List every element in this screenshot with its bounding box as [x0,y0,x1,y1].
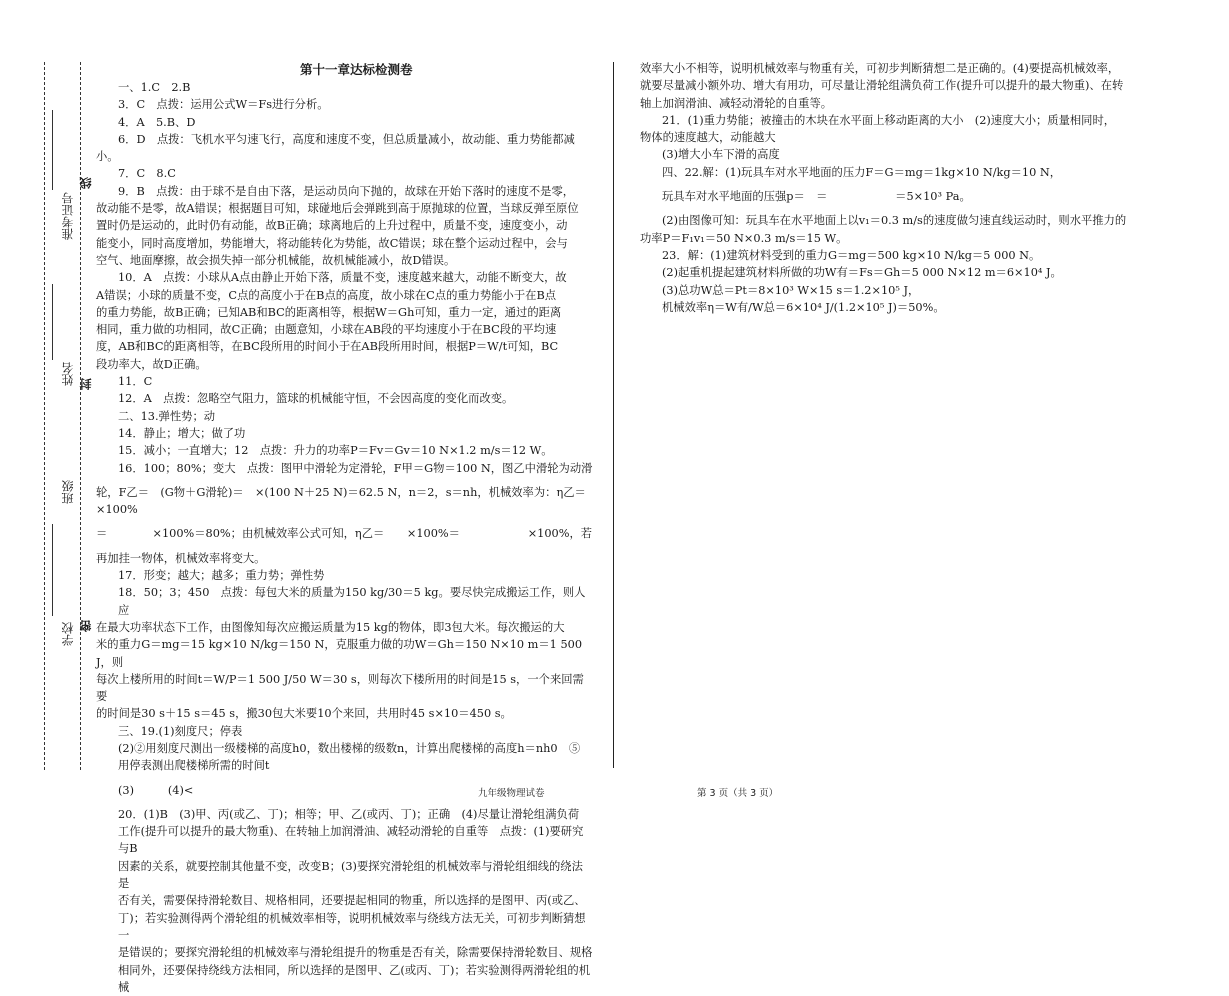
text-line: 14．静止；增大；做了功 [118,426,246,440]
text-line: 在最大功率状态下工作，由图像知每次应搬运质量为15 kg的物体，即3包大米。每次搬运的大 [96,620,565,634]
text-line: 三、19.(1)刻度尺；停表 [118,724,243,738]
class-underline [52,524,53,616]
text-line: 就要尽量减小额外功、增大有用功，可尽量让滑轮组满负荷工作(提升可以提升的最大物重)、在转 [640,79,1124,93]
text-line: 否有关，需要保持滑轮数目、规格相同，还要提起相同的物重，所以选择的是图甲、丙(或乙、 [118,894,586,908]
text-line: (3) (4)< [118,783,194,797]
text-line: 因素的关系，就要控制其他量不变，改变B；(3)要探究滑轮组的机械效率与滑轮组细线的绕法是 [118,859,583,891]
text-line: 小。 [96,150,119,164]
text-line: 故动能不是零，故A错误；根据题目可知，球碰地后会弹跳到高于原抛球的位置，当球反弹至原位 [96,202,579,216]
text-line: 工作(提升可以提升的最大物重)、在转轴上加润滑油、减轻动滑轮的自重等 点拨：(1)要研究与B [118,825,584,856]
text-line: 物体的速度越大，动能越大 [640,131,776,145]
text-line: (2)起重机提起建筑材料所做的功W有＝Fs＝Gh＝5 000 N×12 m＝6×10⁴ J。 [662,266,1062,280]
text-line: (2)②用刻度尺测出一级楼梯的高度h0，数出楼梯的级数n，计算出爬楼梯的高度h＝nh0 ⑤ [118,741,581,755]
text-line: 米的重力G＝mg＝15 kg×10 N/kg＝150 N，克服重力做的功W＝Gh＝150 N×10 m＝1 500 J，则 [96,638,583,669]
text-line: 一、1.C 2.B [118,81,191,94]
label-class: 班级 [61,480,75,504]
left-column [96,79,609,996]
text-line: 轴上加润滑油、减轻动滑轮的自重等。 [640,96,833,110]
text-line: 是错误的；要探究滑轮组的机械效率与滑轮组提升的物重是否有关，除需要保持滑轮数目、规格 [118,946,593,960]
text-line: 能变小，同时高度增加，势能增大，将动能转化为势能，故C错误；球在整个运动过程中，会与 [96,236,568,250]
text-line: 11．C [118,375,153,389]
text-line: 17．形变；越大；越多；重力势；弹性势 [118,569,325,583]
text-line: 6．D 点拨：飞机水平匀速飞行，高度和速度不变，但总质量减小，故动能、重力势能都减 [118,132,575,146]
page-title: 第十一章达标检测卷 [300,62,413,77]
text-line: 相同，重力做的功相同，故C正确；由题意知，小球在AB段的平均速度小于在BC段的平均速 [96,323,557,337]
label-seal-line: 线 [79,177,93,189]
text-line: 相同外，还要保持绕线方法相同，所以选择的是图甲、乙(或丙、丁)；若实验测得两滑轮组的机械 [118,963,590,994]
label-exam-id: 准考证号 [61,192,75,240]
text-line: 每次上楼所用的时间t＝W/P＝1 500 J/50 W＝30 s，则每次下楼所用的时间是15 s，一个来回需要 [96,672,584,704]
text-line: 的重力势能，故B正确；已知AB和BC的距离相等，根据W＝Gh可知，重力一定，通过的距离 [96,305,562,319]
text-line: 20．(1)B (3)甲、丙(或乙、丁)；相等；甲、乙(或丙、丁)；正确 (4)尽量让滑轮组满负荷 [118,807,580,821]
text-line: (2)由图像可知：玩具车在水平地面上以v₁＝0.3 m/s的速度做匀速直线运动时，则水平推力的 [662,214,1127,228]
text-line: 18．50；3；450 点拨：每包大米的质量为150 kg/30＝5 kg。要尽快完成搬运工作，则人应 [118,586,586,617]
name-underline [52,284,53,360]
text-line: 丁)；若实验测得两个滑轮组的机械效率相等，说明机械效率与绕线方法无关，可初步判断猜想一 [118,911,586,942]
text-line: 10．A 点拨：小球从A点由静止开始下落，质量不变，速度越来越大，动能不断变大，故 [118,271,567,285]
text-line: (3)总功W总＝Pt＝8×10³ W×15 s＝1.2×10⁵ J， [662,283,920,297]
label-school: 学校 [61,622,75,646]
label-seal-mi: 密 [79,620,93,632]
label-seal-feng: 封 [79,378,93,390]
footer-exam-name: 九年级物理试卷 [478,788,545,799]
text-line: 的时间是30 s＋15 s＝45 s，搬30包大米要10个来回，共用时45 s×10＝450 s。 [96,707,512,721]
text-line: 度，AB和BC的距离相等，在BC段所用的时间小于在AB段所用时间，根据P＝W/t可知，BC [96,340,559,354]
text-line: 置时仍是运动的，此时仍有动能，故B正确；球离地后的上升过程中，质量不变，速度变小，动 [96,219,568,233]
text-line: 四、22.解：(1)玩具车对水平地面的压力F＝G＝mg＝1kg×10 N/kg＝10 N， [662,165,1062,179]
label-name: 姓名 [61,362,75,386]
text-line: 机械效率η＝W有/W总＝6×10⁴ J/(1.2×10⁵ J)＝50%。 [662,300,945,314]
text-line: 16．100；80%；变大 点拨：图甲中滑轮为定滑轮，F甲＝G物＝100 N，图乙中滑轮为动滑 [118,461,593,475]
text-line: 段功率大，故D正确。 [96,357,207,371]
right-column [640,60,1180,316]
text-line: 4．A 5.B、D [118,115,196,129]
text-line: A错误；小球的质量不变，C点的高度小于在B点的高度，故小球在C点的重力势能小于在B点 [96,288,557,302]
dashed-line-outer [44,62,45,770]
text-line: 3．C 点拨：运用公式W＝Fs进行分析。 [118,98,329,112]
text-line: 21．(1)重力势能；被撞击的木块在水平面上移动距离的大小 (2)速度大小；质量相同时， [662,113,1116,127]
text-line: 效率大小不相等，说明机械效率与物重有关，可初步判断猜想二是正确的。(4)要提高机械效率， [640,62,1120,75]
text-line: 玩具车对水平地面的压强p＝ ＝ ＝5×10³ Pa。 [662,190,971,204]
text-line: 功率P＝F₁v₁＝50 N×0.3 m/s＝15 W。 [640,231,848,245]
text-line: ＝ ×100%＝80%；由机械效率公式可知，η乙＝ ×100%＝ ×100%，若 [96,527,593,541]
text-line: 9．B 点拨：由于球不是自由下落，是运动员向下抛的，故球在开始下落时的速度不是零， [118,184,575,198]
text-line: 用停表测出爬楼梯所需的时间t [118,759,270,773]
column-divider [613,62,614,768]
text-line: 再加挂一物体，机械效率将变大。 [96,551,266,565]
exam-id-underline [52,110,53,190]
text-line: 轮，F乙＝ (G物＋G滑轮)＝ ×(100 N＋25 N)＝62.5 N，n＝2，s＝nh，机械效率为：η乙＝ ×100% [96,485,609,517]
text-line: 15．减小；一直增大；12 点拨：升力的功率P＝Fv＝Gv＝10 N×1.2 m/s＝12 W。 [118,444,553,458]
text-line: 7．C 8.C [118,167,176,181]
text-line: 12．A 点拨：忽略空气阻力，篮球的机械能守恒，不会因高度的变化而改变。 [118,392,514,406]
dashed-line-inner [80,62,81,770]
text-line: 空气、地面摩擦，故会损失掉一部分机械能，故机械能减小，故D错误。 [96,253,456,267]
text-line: (3)增大小车下滑的高度 [662,148,780,162]
text-line: 二、13.弹性势；动 [118,409,216,423]
footer-page-number: 第 3 页（共 3 页） [697,788,779,799]
text-line: 23．解：(1)建筑材料受到的重力G＝mg＝500 kg×10 N/kg＝5 000 N。 [662,248,1041,262]
binding-margin [28,62,93,770]
